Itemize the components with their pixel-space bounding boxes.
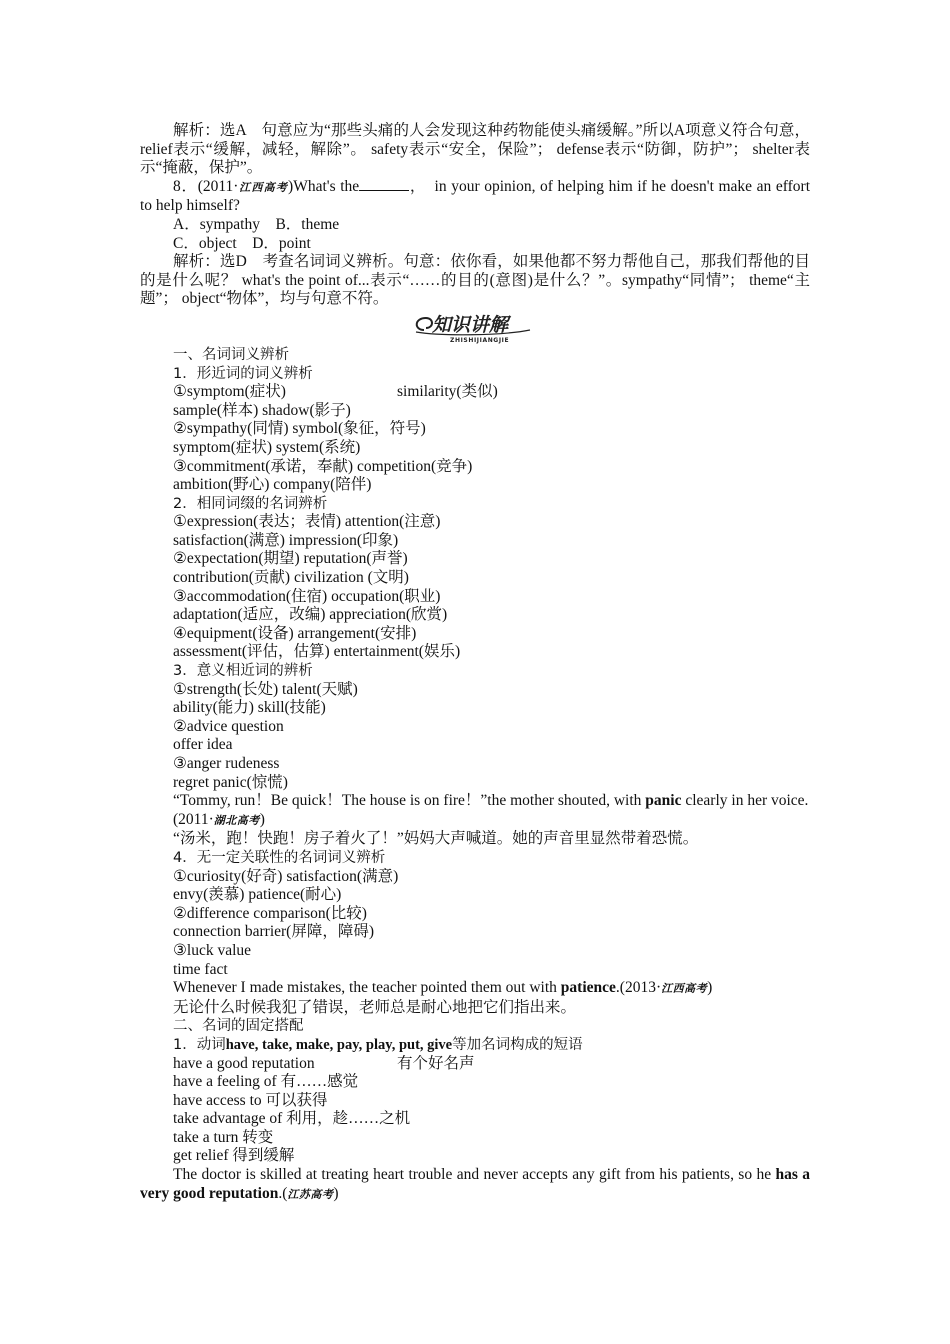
example-translation-2: 无论什么时候我犯了错误，老师总是耐心地把它们指出来。 <box>173 998 577 1016</box>
word-row: ①strength(长处) talent(天赋) <box>173 680 358 698</box>
phrase-row: take a turn 转变 <box>173 1128 274 1146</box>
example-translation-1: “汤米，跑！快跑！房子着火了！”妈妈大声喊道。她的声音里显然带着恐慌。 <box>173 830 699 848</box>
word-row: regret panic(惊慌) <box>173 773 288 791</box>
exam-source-tag: 江苏高考 <box>287 1187 334 1201</box>
word-row: time fact <box>173 960 228 978</box>
question-text: ， in your opinion, of helping him if he doesn't make an effort to help himself? <box>140 177 811 215</box>
phrase-row: have a feeling of 有……感觉 <box>173 1073 359 1091</box>
word-row: ②sympathy(同情) symbol(象征，符号) <box>173 420 426 438</box>
section-banner <box>140 310 810 346</box>
source-text: (2011· <box>173 810 214 828</box>
question-8 <box>140 178 810 216</box>
subheading-4: 4．无一定关联性的名词词义辨析 <box>173 849 386 866</box>
exam-source-tag: 江西高考 <box>238 180 289 194</box>
word-row: ③accommodation(住宿) occupation(职业) <box>173 587 441 605</box>
banner-title: 知识讲解 <box>432 313 509 336</box>
word-row: ambition(野心) company(陪伴) <box>173 476 372 494</box>
subheading-1: 1．形近词的词义辨析 <box>173 365 313 382</box>
section-heading-1: 一、名词词义辨析 <box>173 346 289 363</box>
exam-source-tag: 湖北高考 <box>213 813 260 827</box>
word-row: symptom(症状) system(系统) <box>173 438 361 456</box>
word-row: ③luck value <box>173 941 252 959</box>
question-text: )What's the <box>288 177 360 195</box>
exam-source-tag: 江西高考 <box>661 982 708 996</box>
example-sentence-1 <box>140 792 810 811</box>
subheading-2: 2．相同词缀的名词辨析 <box>173 495 328 512</box>
example-keyword: panic <box>645 792 682 810</box>
word-row: contribution(贡献) civilization (文明) <box>173 569 409 587</box>
word-row <box>140 383 810 402</box>
word-row: sample(样本) shadow(影子) <box>173 401 351 419</box>
phrase-row <box>140 1055 810 1074</box>
example-text: .( <box>278 1184 288 1202</box>
word-row: envy(羡慕) patience(耐心) <box>173 886 342 904</box>
word-item: similarity(类似) <box>397 383 498 401</box>
options-ab: A．sympathy B．theme <box>173 215 340 233</box>
example-text: ) <box>707 979 713 997</box>
example-text: Whenever I made mistakes, the teacher pointed them out with <box>173 979 561 997</box>
phrase-row: take advantage of 利用，趁……之机 <box>173 1110 411 1128</box>
word-row: ③anger rudeness <box>173 755 280 772</box>
options-cd: C．object D．point <box>173 234 311 252</box>
word-row: assessment(评估，估算) entertainment(娱乐) <box>173 643 461 661</box>
word-item: ①symptom(症状) <box>173 383 286 401</box>
knowledge-banner-logo <box>410 310 540 346</box>
phrase: have a good reputation <box>173 1054 315 1072</box>
phrase-row: have access to 可以获得 <box>173 1091 328 1109</box>
question-number: 8．(2011· <box>173 177 239 195</box>
banner-subtitle: ZHISHIJIANGJIE <box>450 336 510 344</box>
word-row: ④equipment(设备) arrangement(安排) <box>173 624 417 642</box>
example-source-1 <box>140 811 810 831</box>
example-text: .(2013· <box>615 979 662 997</box>
example-sentence-2 <box>140 979 810 999</box>
subheading-5 <box>140 1036 810 1055</box>
word-row: satisfaction(满意) impression(印象) <box>173 531 399 549</box>
example-text: ) <box>333 1184 339 1202</box>
analysis-paragraph-d: 解析：选D 考查名词词义辨析。句意：依你看，如果他都不努力帮他自己，那我们帮他的目的是什么呢？ what's the point of...表示“……的目的(意图)是什么？”。sympathy“同情”； theme“主题”； object“物体”，均与句意不符。 <box>140 253 810 308</box>
subheading-3: 3．意义相近词的辨析 <box>173 663 313 680</box>
example-keyword: has a very good reputation <box>140 1166 810 1202</box>
word-row: ②expectation(期望) reputation(声誉) <box>173 550 408 568</box>
subheading-text: 1．动词 <box>173 1036 226 1053</box>
word-row: ③commitment(承诺，奉献) competition(竞争) <box>173 457 473 475</box>
example-text: “Tommy, run！Be quick！The house is on fire！”the mother shouted, with <box>173 792 646 810</box>
example-text: clearly in her voice. <box>681 792 809 810</box>
word-row: connection barrier(屏障，障碍) <box>173 923 375 941</box>
subheading-text: 等加名词构成的短语 <box>452 1036 583 1053</box>
word-row: ①curiosity(好奇) satisfaction(满意) <box>173 867 399 885</box>
analysis-text: 解析：选A 句意应为“那些头痛的人会发现这种药物能使头痛缓解。”所以A项意义符合句意， relief表示“缓解，减轻，解除”。 safety表示“安全，保险”； defense表示“防御，防护”； shelter表示“掩蔽，保护”。 <box>140 122 810 177</box>
word-row: adaptation(适应，改编) appreciation(欣赏) <box>173 606 448 624</box>
word-row: offer idea <box>173 736 233 754</box>
word-row: ②difference comparison(比较) <box>173 904 367 922</box>
document-page <box>140 122 810 1204</box>
example-sentence-3 <box>140 1166 810 1204</box>
word-row: ability(能力) skill(技能) <box>173 699 326 717</box>
phrase-row: get relief 得到缓解 <box>173 1147 295 1165</box>
example-text: The doctor is skilled at treating heart trouble and never accepts any gift from his patients, so he <box>173 1166 776 1184</box>
answer-blank <box>359 178 409 191</box>
word-row: ②advice question <box>173 717 284 735</box>
section-heading-2: 二、名词的固定搭配 <box>173 1018 304 1035</box>
phrase-meaning: 有个好名声 <box>397 1054 475 1072</box>
verb-list: have, take, make, pay, play, put, give <box>225 1036 453 1053</box>
word-row: ①expression(表达；表情) attention(注意) <box>173 513 441 531</box>
source-text: ) <box>259 810 265 828</box>
example-keyword: patience <box>560 979 616 997</box>
analysis-paragraph-a <box>140 122 810 178</box>
